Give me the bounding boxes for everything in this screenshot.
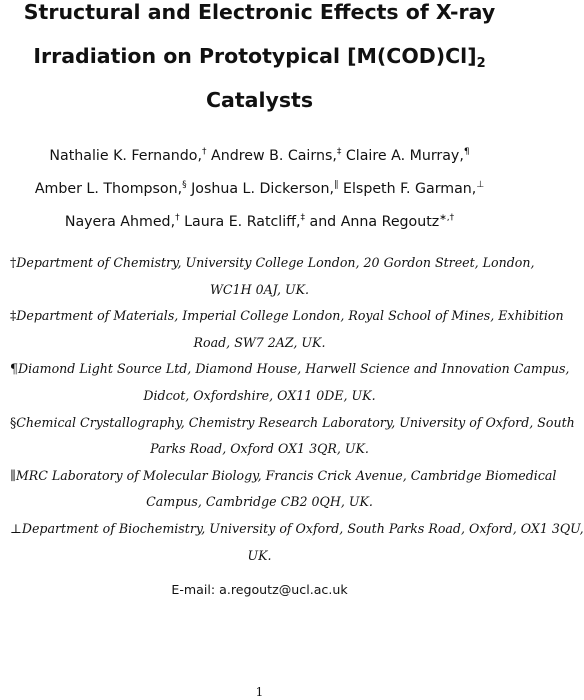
affiliation-line [10,303,564,330]
affiliation-text: Chemical Crystallography, Chemistry Research Laboratory, University of Oxford, South [16,414,575,430]
title-line-2 [0,34,519,78]
affiliation-symbol: ¶ [10,361,19,377]
author-name: and Anna Regoutz [309,214,440,230]
affiliation-line: Road, SW7 2AZ, UK. [193,334,326,350]
title-line-2-text: Irradiation on Prototypical [M(COD)Cl] [33,44,477,68]
author-name: Nayera Ahmed, [64,214,176,230]
affiliation-line [10,463,557,490]
affiliation-line: Didcot, Oxfordshire, OX11 0DE, UK. [143,387,376,403]
author-affil-mark: ∗,† [439,213,455,223]
author-name: Claire A. Murray, [345,148,464,164]
affiliation-line [10,516,584,543]
affiliation-line [10,410,575,437]
affiliation-line: WC1H 0AJ, UK. [209,281,310,297]
affiliation-symbol: ⊥ [10,520,22,536]
author-affil-mark: ‡ [336,147,342,157]
author-affil-mark: ⊥ [476,180,485,190]
affiliation-symbol: ‡ [10,308,17,324]
affiliation-symbol: † [10,255,17,270]
affiliation-line: UK. [247,547,272,563]
affiliation-symbol: § [10,414,17,430]
affiliation-list [10,250,584,569]
author-name: Joshua L. Dickerson, [191,181,334,197]
author-name: Amber L. Thompson, [34,181,183,197]
affiliation-text: Diamond Light Source Ltd, Diamond House, Harwell Science and Innovation Campus, [18,361,570,377]
author-affil-mark: † [202,147,207,157]
affiliation-line [10,250,535,277]
page-number: 1 [255,685,264,699]
author-affil-mark: ¶ [463,147,470,157]
author-name: Andrew B. Cairns, [211,148,337,164]
email-address[interactable]: a.regoutz@ucl.ac.uk [219,582,348,597]
affiliation-text: MRC Laboratory of Molecular Biology, Francis Crick Avenue, Cambridge Biomedical [15,467,557,483]
corresponding-email [0,582,519,597]
author-line-1 [0,140,519,173]
affiliation-line: Parks Road, Oxford OX1 3QR, UK. [150,441,369,457]
author-affil-mark: ‡ [300,213,305,223]
author-list [0,140,519,239]
author-name: Nathalie K. Fernando, [49,148,202,164]
paper-title [0,0,519,122]
affiliation-text: Department of Materials, Imperial College London, Royal School of Mines, Exhibition [16,308,564,324]
author-affil-mark: † [175,213,180,223]
author-affil-mark: § [182,180,187,190]
title-subscript: 2 [476,56,486,71]
author-name: Elspeth F. Garman, [343,181,477,197]
title-line-3: Catalysts [205,88,314,112]
affiliation-line: Campus, Cambridge CB2 0QH, UK. [146,494,373,510]
author-affil-mark: ∥ [334,180,339,190]
author-line-2 [0,173,519,206]
title-line-1: Structural and Electronic Effects of X-ray [23,0,496,24]
affiliation-text: Department of Chemistry, University College London, 20 Gordon Street, London, [16,255,535,270]
affiliation-symbol: ∥ [10,467,16,483]
author-name: Laura E. Ratcliff, [184,214,301,230]
affiliation-line [10,356,570,383]
affiliation-text: Department of Biochemistry, University of Oxford, South Parks Road, Oxford, OX1 3QU, [21,520,584,536]
email-label: E-mail: [171,582,216,597]
author-line-3 [0,206,519,239]
